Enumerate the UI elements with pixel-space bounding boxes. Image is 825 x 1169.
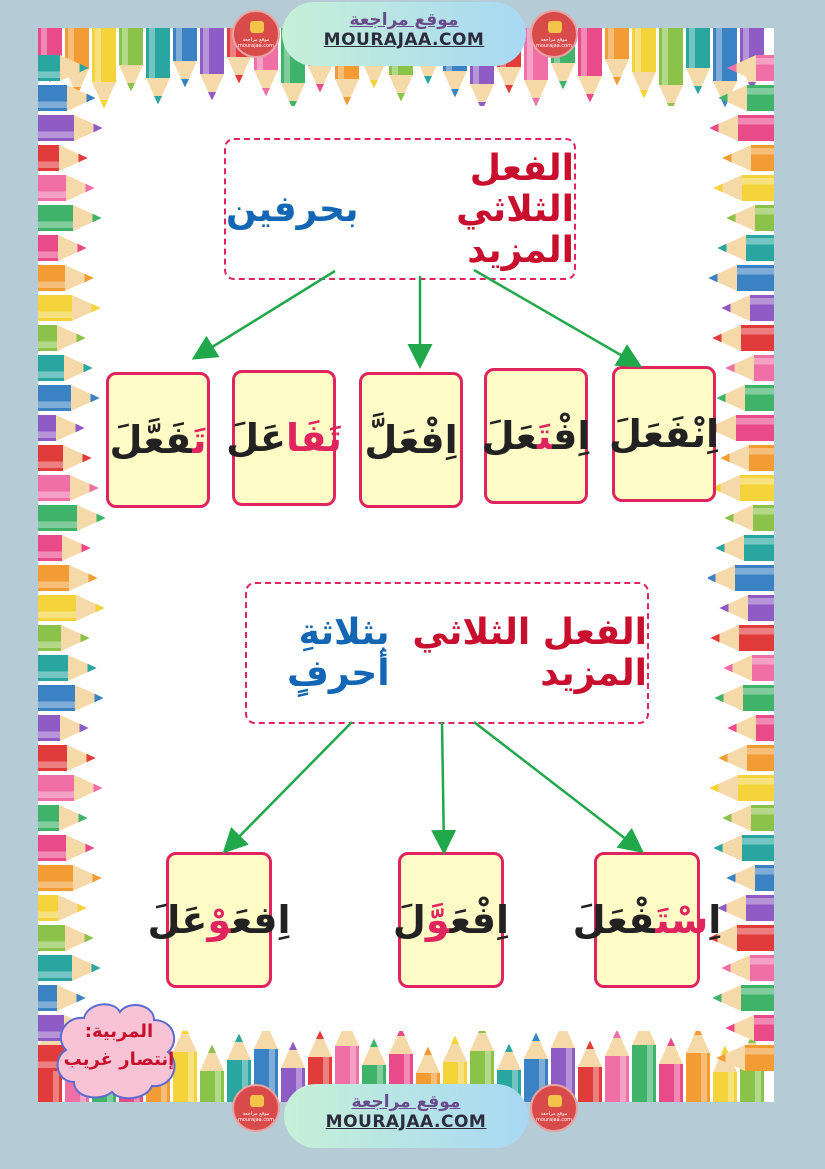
footer-site-name: موقع مراجعة xyxy=(351,1092,461,1112)
verb-card: اِفعَوْعَلَ xyxy=(166,852,272,988)
section1-title-red: الفعل الثلاثي المزيد xyxy=(456,147,574,271)
section2-title-red: الفعل الثلاثي المزيد xyxy=(412,612,647,694)
section1-title-box xyxy=(224,138,576,280)
footer-banner[interactable] xyxy=(284,1084,528,1148)
verb-card: اِنْفَعَلَ xyxy=(612,366,716,502)
author-label: المربية: xyxy=(84,1021,154,1042)
header-banner[interactable] xyxy=(282,2,526,66)
section2-title-box xyxy=(245,582,649,724)
logo-icon: موقع مراجعة mourajaa.com xyxy=(232,1084,280,1132)
logo-icon: موقع مراجعة mourajaa.com xyxy=(530,10,578,58)
author-credit xyxy=(60,1018,178,1074)
footer-site-domain[interactable]: MOURAJAA.COM xyxy=(325,1112,487,1132)
header-site-name: موقع مراجعة xyxy=(349,10,459,30)
verb-card: اِفْعَلَّ xyxy=(359,372,463,508)
logo-icon: موقع مراجعة mourajaa.com xyxy=(530,1084,578,1132)
verb-card: اِفْعَوَّلَ xyxy=(398,852,504,988)
logo-icon: موقع مراجعة mourajaa.com xyxy=(232,10,280,58)
header-site-domain[interactable]: MOURAJAA.COM xyxy=(323,30,485,50)
section1-title-blue: بحرفين xyxy=(226,188,359,230)
section2-title-blue: بثلاثةِ أحرفٍ xyxy=(287,612,390,694)
verb-card: تَفَعَّلَ xyxy=(106,372,210,508)
author-name: إنتصار غريب xyxy=(63,1049,175,1070)
verb-card: اِسْتَفْعَلَ xyxy=(594,852,700,988)
verb-card: تَفَاعَلَ xyxy=(232,370,336,506)
verb-card: اِفْتَعَلَ xyxy=(484,368,588,504)
